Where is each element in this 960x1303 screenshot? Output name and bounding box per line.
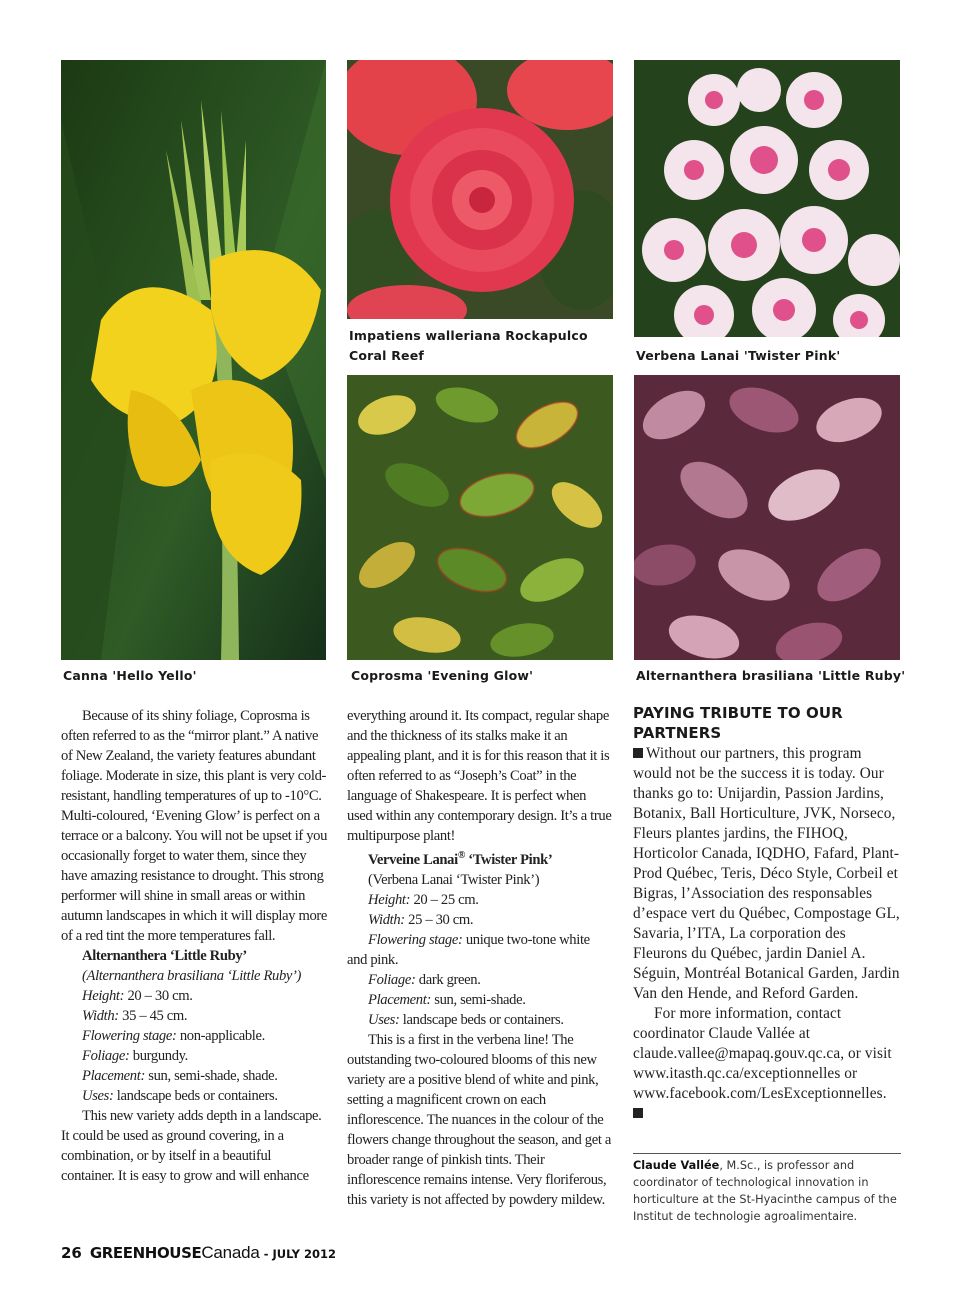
alternanthera-paragraph: This new variety adds depth in a landscape. It could be used as ground covering, in a combination, or by itself in a beautiful container. It is easy to grow and will enhance <box>61 1108 322 1184</box>
spec-uses: Uses: landscape beds or containers. <box>368 1011 564 1028</box>
caption-impatiens <box>349 326 588 366</box>
caption-impatiens-line2: Coral Reef <box>349 348 425 363</box>
alternanthera-latin-name: (Alternanthera brasiliana ‘Little Ruby’) <box>82 968 302 984</box>
author-name: Claude Vallée <box>633 1159 720 1172</box>
spec-height: Height: 20 – 30 cm. <box>82 988 193 1004</box>
verbena-latin-name: (Verbena Lanai ‘Twister Pink’) <box>368 871 540 888</box>
spec-width: Width: 25 – 30 cm. <box>368 911 474 928</box>
page-number: 26 <box>61 1244 82 1262</box>
coprosma-paragraph-continued: everything around it. Its compact, regular shape and the thickness of its stalks make it an appealing plant, and it is for this reason that it is often referred to as “Joseph’s Coat” in the language of Shakespeare. It is perfect when used within any contemporary design. It’s a true multipurpose plant! <box>347 708 612 844</box>
alternanthera-heading: Alternanthera ‘Little Ruby’ <box>82 948 247 964</box>
article-column-3 <box>633 703 901 1124</box>
spec-flowering: Flowering stage: unique two-tone white and pink. <box>347 931 590 968</box>
bullet-square-icon <box>633 748 643 758</box>
spec-foliage: Foliage: burgundy. <box>82 1048 188 1064</box>
spec-height: Height: 20 – 25 cm. <box>368 891 479 908</box>
caption-impatiens-line1: Impatiens walleriana Rockapulco <box>349 328 588 343</box>
article-column-2 <box>347 706 613 1210</box>
spec-foliage: Foliage: dark green. <box>368 971 481 988</box>
caption-alternanthera: Alternanthera brasiliana 'Little Ruby' <box>636 668 906 683</box>
verbena-heading: Verveine Lanai® ‘Twister Pink’ <box>368 850 553 868</box>
partners-heading: PAYING TRIBUTE TO OUR PARTNERS <box>633 704 843 742</box>
magazine-name-bold: GREENHOUSE <box>89 1244 202 1262</box>
partners-paragraph: Without our partners, this program would not be the success it is today. Our thanks go to: Unijardin, Passion Jardins, Botanix, Ball Horticulture, JVK, Norseco, Fleurs plantes jardins, the FIHOQ, Horticolor Canada, IQDHO, Fafard, Plant-Prod Québec, Teris, Déco Style, Corbeil et Bigras, l’Association des responsables d’espace vert du Québec, Compostage GL, Savaria, l’ITA, La corporation des Fleurons du Québec, jardin Daniel A. Séguin, Montréal Botanical Garden, Jardin Van den Hende, and Reford Garden. <box>633 745 900 1002</box>
photo-impatiens <box>347 60 613 319</box>
caption-canna: Canna 'Hello Yello' <box>63 668 197 683</box>
spec-placement: Placement: sun, semi-shade, shade. <box>82 1068 278 1084</box>
photo-canna <box>61 60 326 660</box>
article-column-1 <box>61 706 328 1186</box>
verbena-paragraph: This is a first in the verbena line! The outstanding two-coloured blooms of this new variety are a positive blend of white and pink, setting a magnificent crown on each inflorescence. The nuances in the colour of the flowers change throughout the season, and get a broader range of pinkish tints. Their inflorescence remains intense. Very floriferous, this variety is not affected by powdery mildew. <box>347 1031 611 1208</box>
photo-verbena <box>634 60 900 337</box>
coprosma-paragraph: Because of its shiny foliage, Coprosma is often referred to as the “mirror plant.” A native of New Zealand, the variety features abundant foliage. Moderate in size, this plant is very cold-resistant, handling temperatures of up to -10°C. Multi-coloured, ‘Evening Glow’ is perfect on a terrace or a balcony. You will not be upset if you occasionally forget to water them, since they have amazing resistance to drought. This strong performer will shine in small areas or within autumn landscapes in which it will display more of a red tint the more temperatures fall. <box>61 708 328 944</box>
photo-coprosma <box>347 375 613 660</box>
page-footer <box>61 1243 336 1263</box>
magazine-name-regular: Canada <box>201 1243 260 1262</box>
caption-coprosma: Coprosma 'Evening Glow' <box>351 668 534 683</box>
spec-flowering: Flowering stage: non-applicable. <box>82 1028 265 1044</box>
end-mark-square-icon <box>633 1108 643 1118</box>
caption-verbena: Verbena Lanai 'Twister Pink' <box>636 348 841 363</box>
contact-paragraph: For more information, contact coordinator Claude Vallée at claude.vallee@mapaq.gouv.qc.ca, or visit www.itasth.qc.ca/exceptionnelles or www.facebook.com/LesExceptionnelles. <box>633 1004 901 1124</box>
author-bio: Claude Vallée, M.Sc., is professor and coordinator of technological innovation in horticulture at the St-Hyacinthe campus of the Institut de technologie agroalimentaire. <box>633 1159 897 1223</box>
photo-alternanthera <box>634 375 900 660</box>
bio-divider <box>633 1153 901 1154</box>
spec-uses: Uses: landscape beds or containers. <box>82 1088 278 1104</box>
spec-placement: Placement: sun, semi-shade. <box>368 991 526 1008</box>
issue-date: - JULY 2012 <box>259 1247 336 1261</box>
spec-width: Width: 35 – 45 cm. <box>82 1008 188 1024</box>
